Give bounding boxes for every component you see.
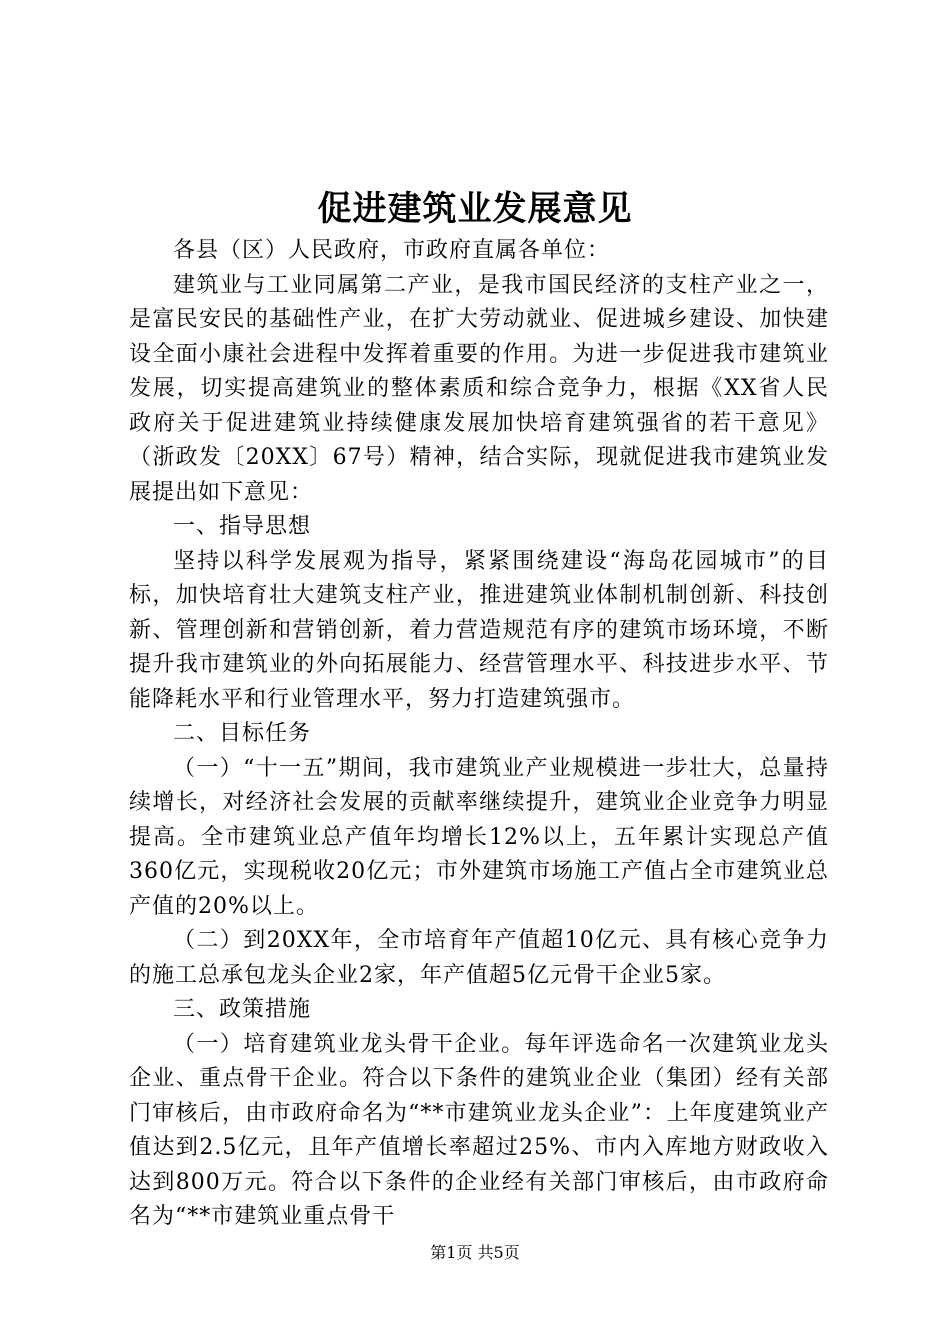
policy-paragraph-1: （一）培育建筑业龙头骨干企业。每年评选命名一次建筑业龙头企业、重点骨干企业。符合以下条件的建筑业企业（集团）经有关部门审核后，由市政府命名为“**市建筑业龙头企业”：上年度建筑业产值达到2.5亿元，且年产值增长率超过25%、市内入库地方财政收入达到800万元。符合以下条件的企业经有关部门审核后，由市政府命名为“**市建筑业重点骨干 xyxy=(129,1031,829,1229)
goals-paragraph-1: （一）“十一五”期间，我市建筑业产业规模进一步壮大，总量持续增长，对经济社会发展的贡献率继续提升，建筑业企业竞争力明显提高。全市建筑业总产值年均增长12%以上，五年累计实现总产值360亿元，实现税收20亿元；市外建筑市场施工产值占全市建筑业总产值的20%以上。 xyxy=(129,755,829,919)
section-heading-policy-measures: 三、政策措施 xyxy=(173,997,312,1022)
document-body xyxy=(129,234,829,1235)
document-title: 促进建筑业发展意见 xyxy=(317,189,633,229)
section-heading-guiding-ideology: 一、指导思想 xyxy=(173,514,312,539)
guiding-ideology-paragraph: 坚持以科学发展观为指导，紧紧围绕建设“海岛花园城市”的目标，加快培育壮大建筑支柱产业，推进建筑业体制机制创新、科技创新、管理创新和营销创新，着力营造规范有序的建筑市场环境，不断提升我市建筑业的外向拓展能力、经营管理水平、科技进步水平、节能降耗水平和行业管理水平，努力打造建筑强市。 xyxy=(129,548,829,712)
section-heading-goals: 二、目标任务 xyxy=(173,721,312,746)
page-number-footer: 第1页 共5页 xyxy=(430,1243,520,1262)
salutation: 各县（区）人民政府，市政府直属各单位： xyxy=(173,238,611,263)
goals-paragraph-2: （二）到20XX年，全市培育年产值超10亿元、具有核心竞争力的施工总承包龙头企业2家，年产值超5亿元骨干企业5家。 xyxy=(129,928,829,988)
intro-paragraph: 建筑业与工业同属第二产业，是我市国民经济的支柱产业之一，是富民安民的基础性产业，在扩大劳动就业、促进城乡建设、加快建设全面小康社会进程中发挥着重要的作用。为进一步促进我市建筑业发展，切实提高建筑业的整体素质和综合竞争力，根据《XX省人民政府关于促进建筑业持续健康发展加快培育建筑强省的若干意见》（浙政发〔20XX〕67号）精神，结合实际，现就促进我市建筑业发展提出如下意见： xyxy=(129,272,829,505)
